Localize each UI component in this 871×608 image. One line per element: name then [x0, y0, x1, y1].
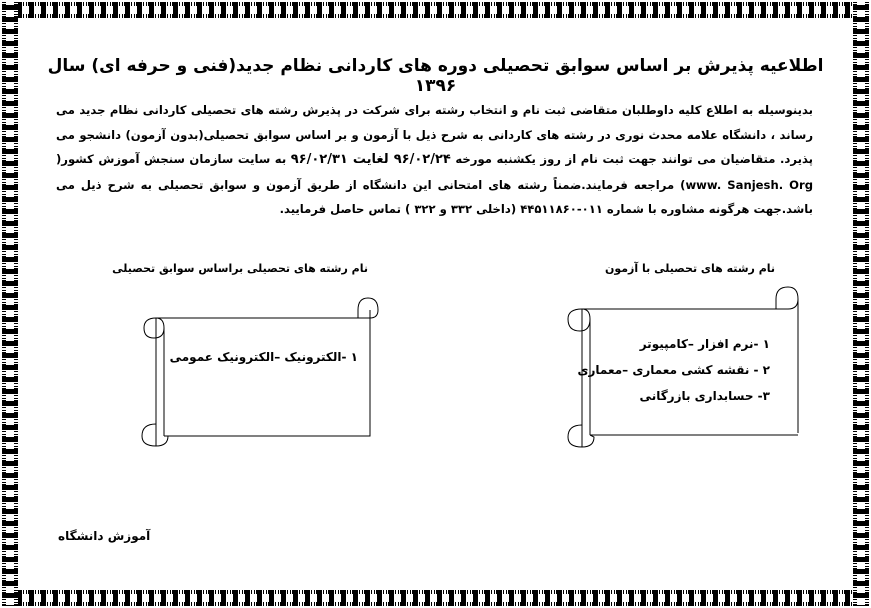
scroll-shape — [138, 296, 388, 456]
paragraph-part1: بدینوسیله به اطلاع کلیه داوطلبان متقاضی ثبت نام و انتخاب رشته برای شرکت در پذیرش رشته های تحصیلی کاردانی نظام جدید می رساند ، دانشگاه علامه محدث نوری در رشته های کاردانی به شرح ذیل با آزمون و بر اساس سوابق تحصیلی(بدون آزمون) دانشجو می پذیرد. متقاضیان می توانند جهت ثبت نام از روز یکشنبه مورخه — [56, 103, 813, 166]
left-list — [158, 344, 358, 370]
right-scroll-box — [560, 285, 806, 455]
list-item: ۳- حسابداری بازرگانی — [639, 389, 770, 403]
border-left — [2, 2, 18, 606]
footer-signature: آموزش دانشگاه — [58, 529, 151, 543]
border-bottom — [2, 590, 869, 606]
border-top — [2, 2, 869, 18]
left-box-heading: نام رشته های تحصیلی براساس سوابق تحصیلی — [112, 262, 368, 275]
left-scroll-box — [138, 296, 388, 456]
announcement-title: اطلاعیه پذیرش بر اساس سوابق تحصیلی دوره های کاردانی نظام جدید(فنی و حرفه ای) سال ۱۳۹۶ — [47, 56, 824, 96]
list-item: ۲ - نقشه کشی معماری –معماری — [577, 363, 770, 377]
border-right — [853, 2, 869, 606]
list-item: ۱ -الکترونیک –الکترونیک عمومی — [169, 350, 358, 364]
announcement-paragraph — [56, 98, 813, 222]
list-item: ۱ -نرم افزار –کامپیوتر — [639, 337, 770, 351]
paragraph-part2: به سایت سازمان سنجش آموزش کشور( www. Sanjesh. Org) مراجعه فرمایند.ضمناً رشته های امتحانی این دانشگاه از طریق آزمون و سوابق تحصیلی به شرح ذیل می باشد.جهت هرگونه مشاوره با شماره ۰۱۱-۴۴۵۱۱۸۶۰ (داخلی ۳۳۲ و ۳۲۲ ) تماس حاصل فرمایید. — [56, 152, 814, 216]
right-box-heading: نام رشته های تحصیلی با آزمون — [604, 262, 776, 275]
paragraph-dates: ۹۶/۰۲/۲۴ لغایت ۹۶/۰۲/۳۱ — [290, 152, 451, 167]
right-list — [570, 331, 770, 409]
